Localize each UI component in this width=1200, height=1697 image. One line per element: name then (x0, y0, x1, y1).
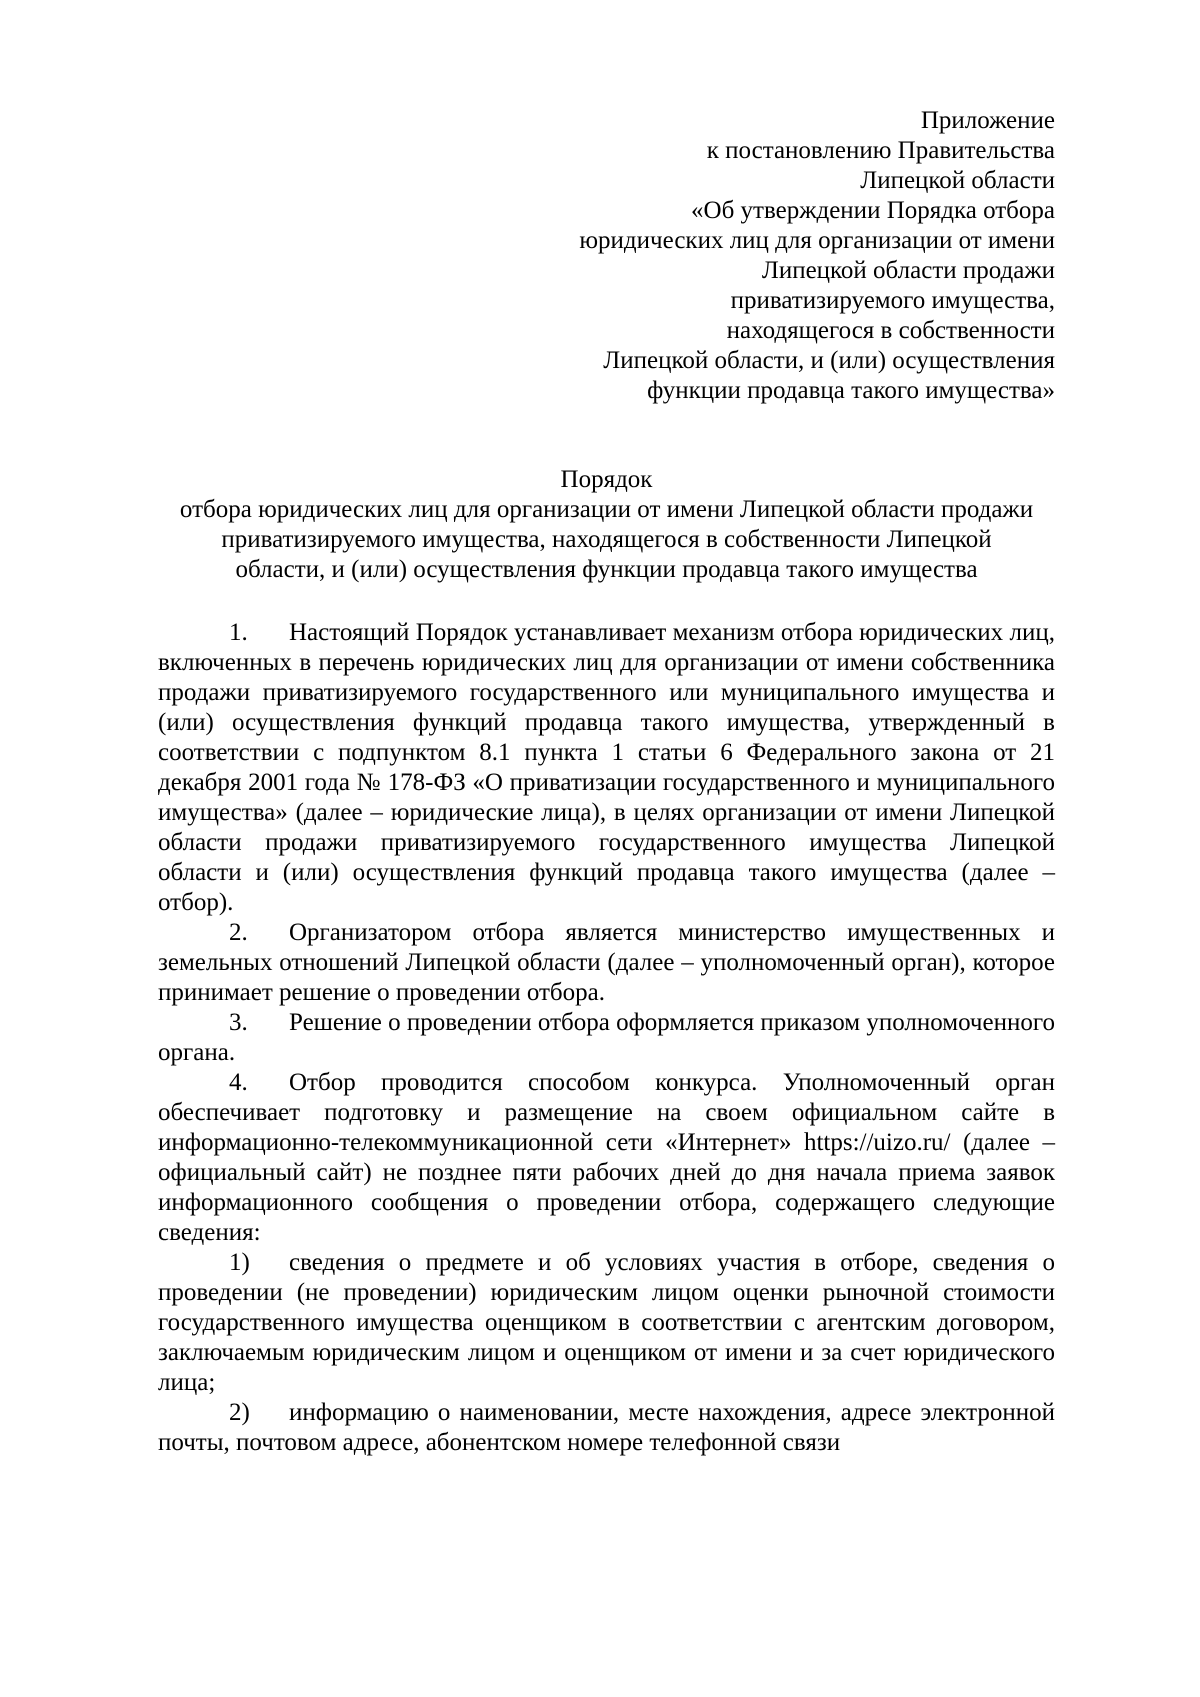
paragraph-3 (158, 1008, 1055, 1068)
title-line: отбора юридических лиц для организации от имени Липецкой области продажи (179, 496, 1034, 523)
document-title (158, 465, 1055, 585)
paragraph-4 (158, 1068, 1055, 1248)
appendix-line: Приложение (920, 107, 1055, 134)
subitem-1 (158, 1248, 1055, 1398)
subitem-text: информацию о наименовании, месте нахождения, адресе электронной почты, почтовом адресе, абонентском номере телефонной связи (158, 1399, 1055, 1456)
paragraph-2 (158, 918, 1055, 1008)
title-heading: Порядок (560, 466, 653, 493)
appendix-line: Липецкой области, и (или) осуществления (603, 347, 1055, 374)
paragraph-1 (158, 618, 1055, 918)
appendix-line: приватизируемого имущества, (730, 287, 1055, 314)
paragraph-text: Настоящий Порядок устанавливает механизм отбора юридических лиц, включенных в перечень юридических лиц для организации от имени собственника продажи приватизируемого государственного или муниципального имущества и (или) осуществления функций продавца такого имущества, утвержденный в соответствии с подпунктом 8.1 пункта 1 статьи 6 Федерального закона от 21 декабря 2001 года № 178-ФЗ «О приватизации государственного и муниципального имущества» (далее – юридические лица), в целях организации от имени Липецкой области продажи приватизируемого государственного имущества Липецкой области и (или) осуществления функций продавца такого имущества (далее – отбор). (158, 619, 1055, 916)
appendix-line: функции продавца такого имущества» (647, 377, 1055, 404)
paragraph-number: 2. (229, 919, 248, 946)
title-line: приватизируемого имущества, находящегося в собственности Липецкой (221, 526, 992, 553)
paragraph-text: Отбор проводится способом конкурса. Уполномоченный орган обеспечивает подготовку и размещение на своем официальном сайте в информационно-телекоммуникационной сети «Интернет» https://uizo.ru/ (далее – официальный сайт) не позднее пяти рабочих дней до дня начала приема заявок информационного сообщения о проведении отбора, содержащего следующие сведения: (158, 1069, 1055, 1246)
appendix-line: к постановлению Правительства (706, 137, 1055, 164)
paragraph-text: Решение о проведении отбора оформляется приказом уполномоченного органа. (158, 1009, 1055, 1066)
appendix-line: «Об утверждении Порядка отбора (691, 197, 1055, 224)
appendix-line: Липецкой области (860, 167, 1055, 194)
paragraph-number: 1. (229, 619, 248, 646)
appendix-header (560, 106, 1055, 406)
appendix-line: находящегося в собственности (726, 317, 1055, 344)
subitem-text: сведения о предмете и об условиях участия в отборе, сведения о проведении (не проведении) юридическим лицом оценки рыночной стоимости государственного имущества оценщиком в соответствии с агентским договором, заключаемым юридическим лицом и оценщиком от имени и за счет юридического лица; (158, 1249, 1055, 1396)
subitem-number: 2) (229, 1399, 250, 1426)
appendix-line: юридических лиц для организации от имени (579, 227, 1055, 254)
appendix-line: Липецкой области продажи (761, 257, 1055, 284)
paragraph-number: 3. (229, 1009, 248, 1036)
title-line: области, и (или) осуществления функции продавца такого имущества (235, 556, 978, 583)
document-body (158, 618, 1055, 1458)
paragraph-number: 4. (229, 1069, 248, 1096)
subitem-2 (158, 1398, 1055, 1458)
paragraph-text: Организатором отбора является министерство имущественных и земельных отношений Липецкой области (далее – уполномоченный орган), которое принимает решение о проведении отбора. (158, 919, 1055, 1006)
subitem-number: 1) (229, 1249, 250, 1276)
